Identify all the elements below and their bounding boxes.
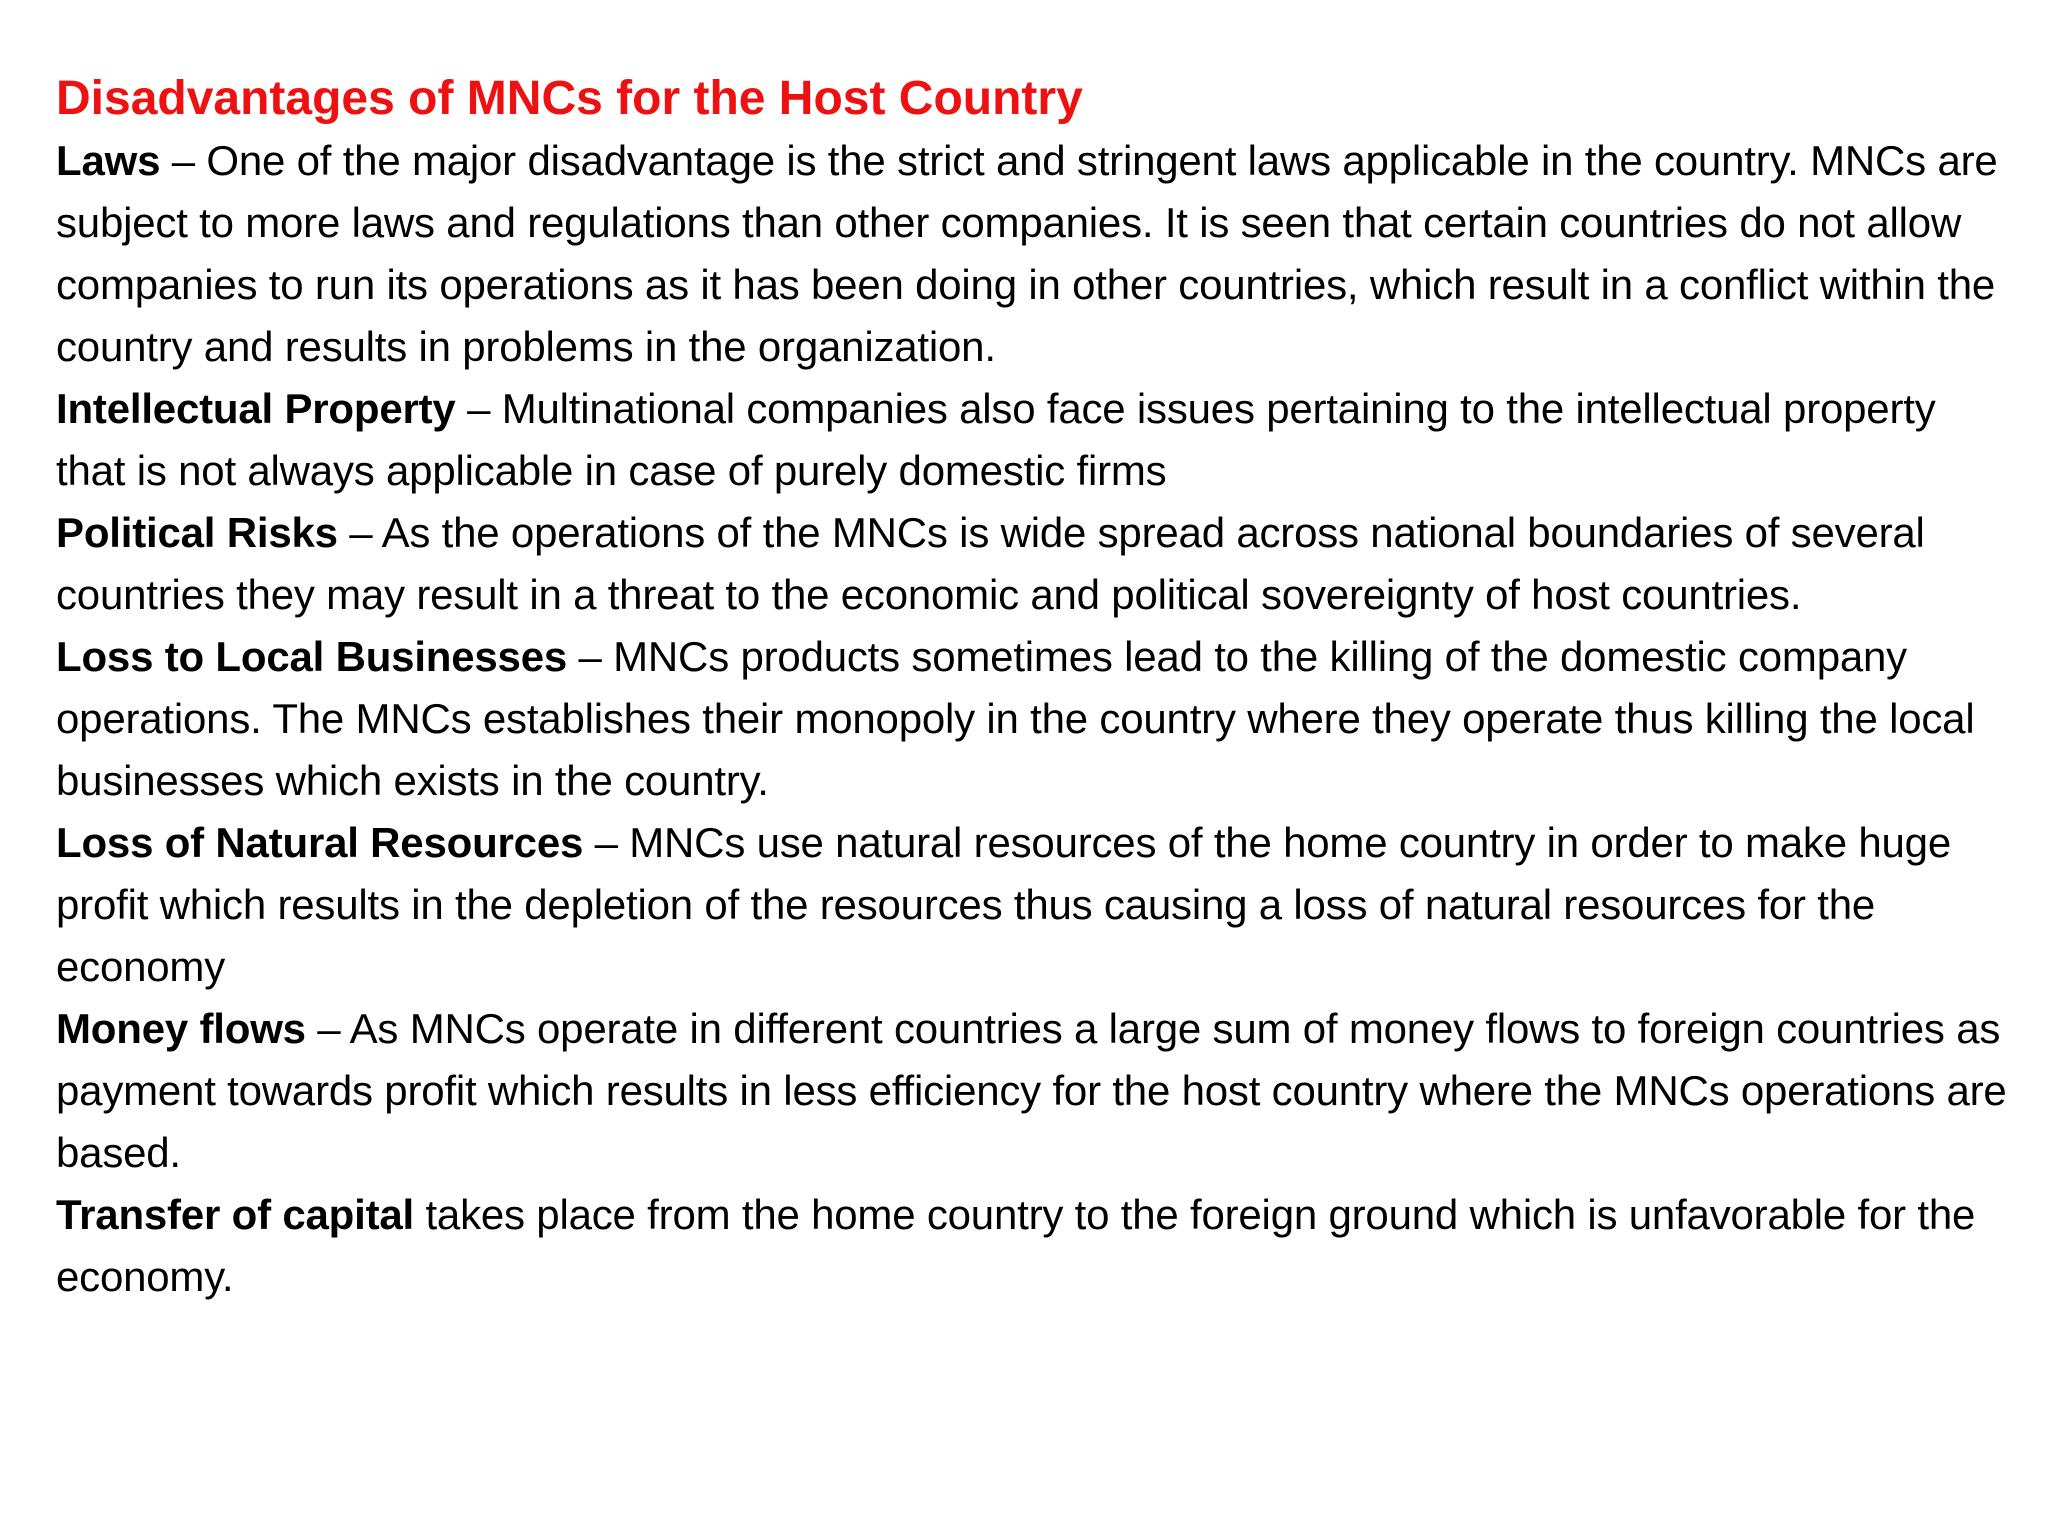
- slide-body: [56, 130, 2016, 1308]
- term-transfer-of-capital: Transfer of capital: [56, 1191, 414, 1238]
- text-money-flows: – As MNCs operate in different countries a large sum of money flows to foreign countries as payment towards profit which results in less efficiency for the host country where the MNCs operations are based.: [56, 1005, 2007, 1176]
- slide-title: Disadvantages of MNCs for the Host Country: [56, 72, 1083, 125]
- text-political-risks: – As the operations of the MNCs is wide spread across national boundaries of several countries they may result in a threat to the economic and political sovereignty of host countries.: [56, 509, 1925, 618]
- item-transfer-of-capital: [56, 1184, 2016, 1308]
- text-laws: – One of the major disadvantage is the strict and stringent laws applicable in the country. MNCs are subject to more laws and regulations than other companies. It is seen that certain countries do not allow companies to run its operations as it has been doing in other countries, which result in a conflict within the country and results in problems in the organization.: [56, 137, 1998, 370]
- term-loss-to-local-businesses: Loss to Local Businesses: [56, 633, 568, 680]
- slide-content: [56, 68, 2016, 1308]
- term-loss-of-natural-resources: Loss of Natural Resources: [56, 819, 584, 866]
- text-transfer-of-capital: takes place from the home country to the foreign ground which is unfavorable for the economy.: [56, 1191, 1976, 1300]
- term-intellectual-property: Intellectual Property: [56, 385, 456, 432]
- text-intellectual-property: – Multinational companies also face issues pertaining to the intellectual property that is not always applicable in case of purely domestic firms: [56, 385, 1936, 494]
- term-political-risks: Political Risks: [56, 509, 338, 556]
- text-loss-of-natural-resources: – MNCs use natural resources of the home country in order to make huge profit which results in the depletion of the resources thus causing a loss of natural resources for the economy: [56, 819, 1951, 990]
- item-money-flows: [56, 998, 2016, 1184]
- item-loss-of-natural-resources: [56, 812, 2016, 998]
- term-laws: Laws: [56, 137, 161, 184]
- item-laws: [56, 130, 2016, 378]
- item-political-risks: [56, 502, 2016, 626]
- text-loss-to-local-businesses: – MNCs products sometimes lead to the killing of the domestic company operations. The MNCs establishes their monopoly in the country where they operate thus killing the local businesses which exists in the country.: [56, 633, 1975, 804]
- item-intellectual-property: [56, 378, 2016, 502]
- term-money-flows: Money flows: [56, 1005, 306, 1052]
- item-loss-to-local-businesses: [56, 626, 2016, 812]
